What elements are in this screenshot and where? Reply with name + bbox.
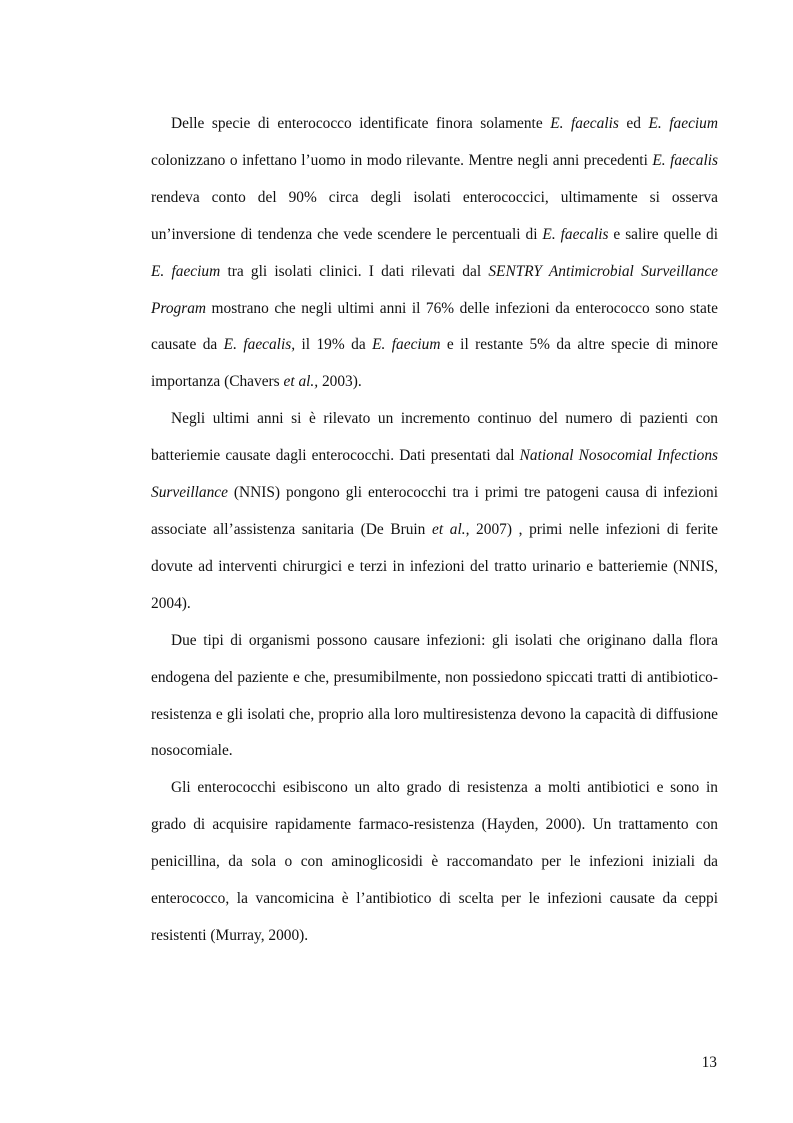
paragraph-bacteremia [151, 401, 718, 622]
page-number: 13 [701, 1054, 717, 1071]
species-name: E. faecium [151, 262, 221, 280]
paragraph-organism-types [151, 623, 718, 771]
text-run: 2003). [318, 373, 362, 391]
citation-etal: et al., [432, 520, 470, 538]
species-name: E. faecalis [542, 225, 609, 243]
species-name: E. faecium [372, 336, 441, 354]
species-name: E. faecalis [550, 115, 619, 132]
paragraph-enterococcus-species [151, 106, 718, 401]
text-run: e il restante 5% da altre specie di minore importanza (Chavers [151, 336, 718, 391]
text-run: Gli enterococchi esibiscono un alto grado di resistenza a molti antibiotici e sono in grado di acquisire rapidamente farmaco-resistenza (Hayden, 2000). Un trattamento con penicillina, da sola o con aminoglicosidi è raccomandato per le infezioni iniziali da enterococco, la vancomicina è l’antibiotico di scelta per le infezioni causate da ceppi resistenti (Murray, 2000). [151, 779, 718, 944]
program-name: National Nosocomial Infections Surveillance [151, 447, 718, 502]
program-name: SENTRY Antimicrobial Surveillance Program [151, 262, 718, 317]
text-run: ed [618, 115, 649, 132]
citation-etal: et al., [283, 373, 319, 391]
text-run: rendeva conto del 90% circa degli isolati enterococcici, ultimamente si osserva un’inversione di tendenza che vede scendere le percentuali di [151, 188, 718, 243]
species-name: E. faecalis [652, 151, 718, 169]
body-text [151, 106, 718, 955]
text-run: e salire quelle di [608, 225, 718, 243]
species-name: E. faecium [648, 115, 718, 132]
paragraph-antibiotic-resistance [151, 770, 718, 955]
text-run: Due tipi di organismi possono causare infezioni: gli isolati che originano dalla flora endogena del paziente e che, presumibilmente, non possiedono spiccati tratti di antibiotico-resistenza e gli isolati che, proprio alla loro multiresistenza devono la capacità di diffusione nosocomiale. [151, 631, 718, 760]
text-run: colonizzano o infettano l’uomo in modo rilevante. Mentre negli anni precedenti [151, 151, 653, 169]
text-run: 2007) , primi nelle infezioni di ferite dovute ad interventi chirurgici e terzi in infezioni del tratto urinario e batteriemie (NNIS, 2004). [151, 520, 718, 612]
text-run: Negli ultimi anni si è rilevato un incremento continuo del numero di pazienti con batteriemie causate dagli enterococchi. Dati presentati dal [151, 410, 718, 465]
text-run: il 19% da [295, 336, 373, 354]
text-run: tra gli isolati clinici. I dati rilevati dal [220, 262, 489, 280]
text-run: Delle specie di enterococco identificate finora solamente [171, 115, 551, 132]
species-name: E. faecalis, [223, 336, 296, 354]
text-run: mostrano che negli ultimi anni il 76% delle infezioni da enterococco sono state causate da [151, 299, 718, 354]
text-run: (NNIS) pongono gli enterococchi tra i primi tre patogeni causa di infezioni associate all’assistenza sanitaria (De Bruin [151, 484, 718, 538]
